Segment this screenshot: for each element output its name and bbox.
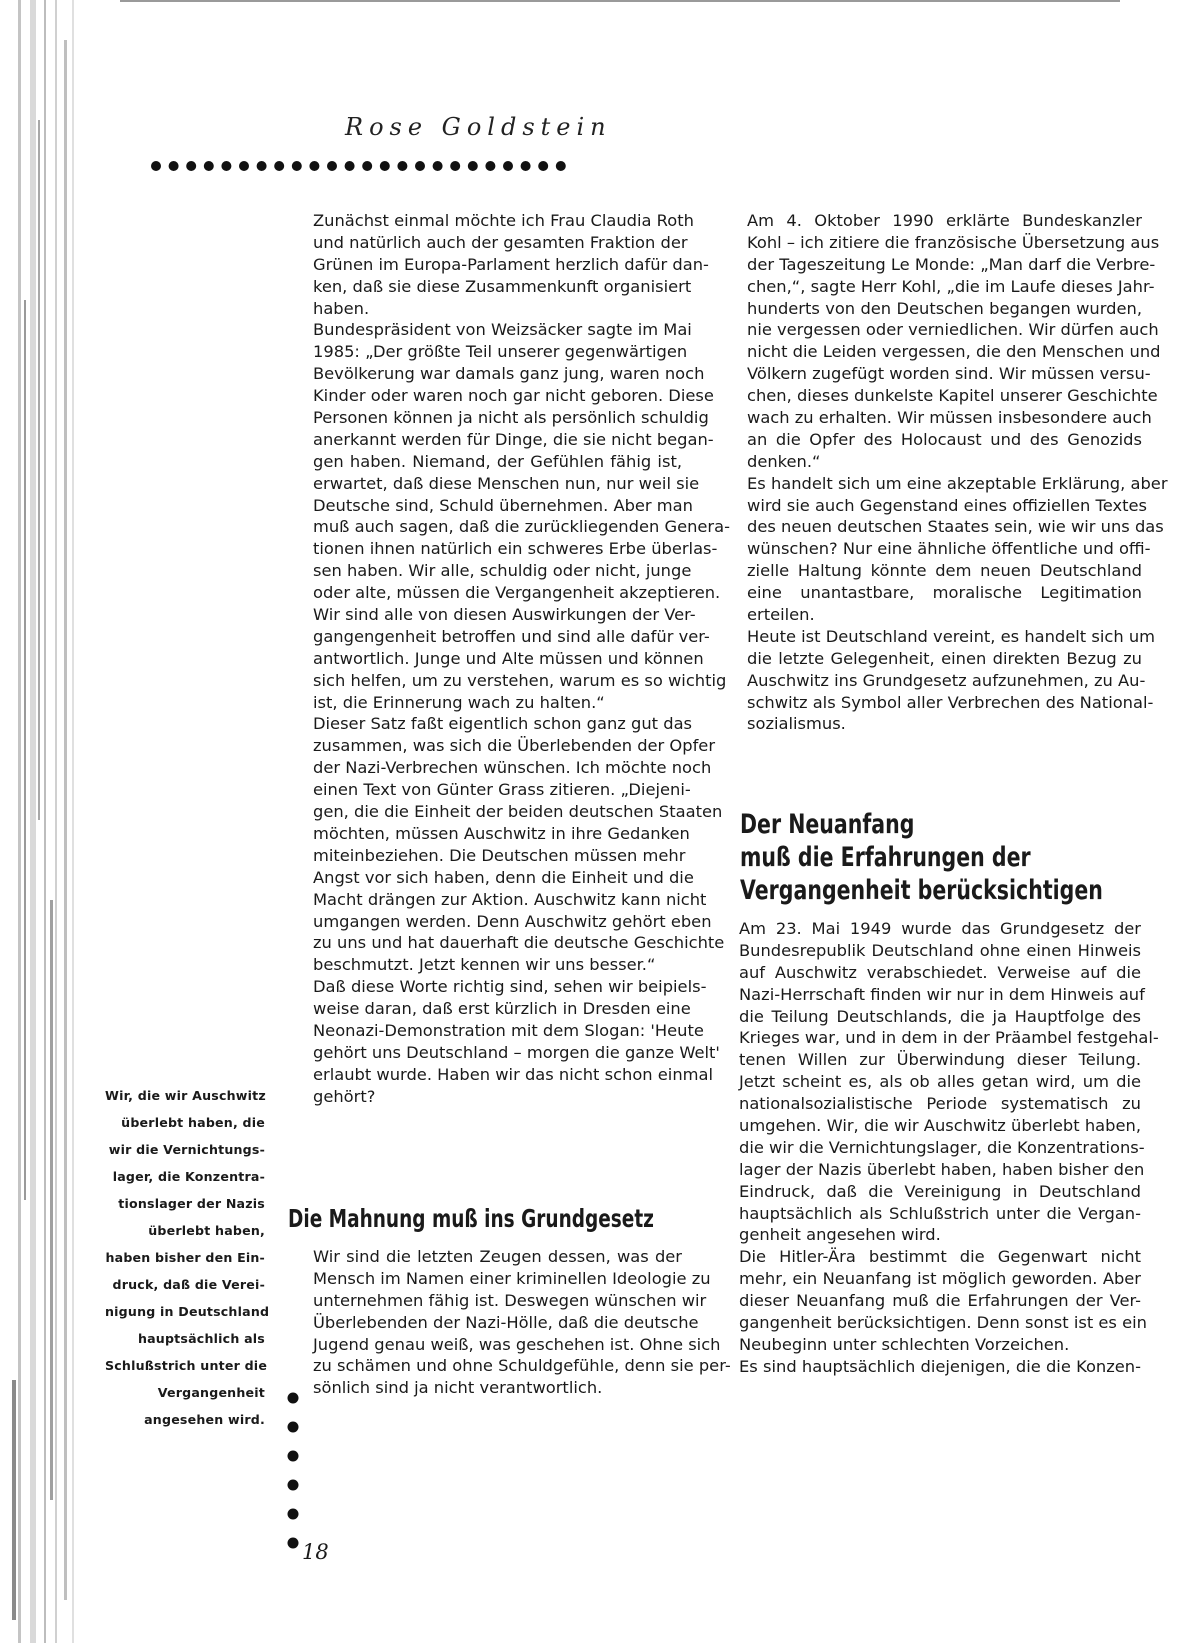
divider-dot: [433, 161, 443, 171]
text-line: sozialismus.: [747, 714, 846, 734]
text-line: ken, daß sie diese Zusammenkunft organisiert: [313, 276, 692, 296]
divider-dot: [538, 161, 548, 171]
divider-dot: [186, 161, 196, 171]
divider-dot: [503, 161, 513, 171]
text-line: anerkannt werden für Dinge, die sie nicht began-: [313, 429, 714, 449]
text-line: an die Opfer des Holocaust und des Genozids: [747, 429, 1142, 449]
text-line: Auschwitz ins Grundgesetz aufzunehmen, zu Au-: [747, 670, 1146, 690]
text-line: schwitz als Symbol aller Verbrechen des National-: [747, 692, 1154, 712]
text-line: Daß diese Worte richtig sind, sehen wir beipiels-: [313, 977, 707, 997]
text-line: Am 23. Mai 1949 wurde das Grundgesetz der: [739, 919, 1141, 938]
text-line: denken.“: [747, 451, 821, 471]
section-heading-neuanfang: [740, 808, 1103, 907]
text-line: möchten, müssen Auschwitz in ihre Gedanken: [313, 823, 690, 843]
section-heading-mahnung: Die Mahnung muß ins Grundgesetz: [288, 1204, 654, 1233]
text-line: miteinbeziehen. Die Deutschen müssen mehr: [313, 845, 686, 865]
text-line: Personen können ja nicht als persönlich schuldig: [313, 408, 709, 428]
pull-quote-line: tionslager der Nazis: [118, 1196, 265, 1211]
text-line: erlaubt wurde. Haben wir das nicht schon einmal: [313, 1064, 714, 1084]
divider-dot: [327, 161, 337, 171]
text-line: erwartet, daß diese Menschen nun, nur weil sie: [313, 473, 700, 493]
text-line: Kinder oder waren noch gar nicht geboren. Diese: [313, 386, 714, 406]
text-line: Kohl – ich zitiere die französische Übersetzung aus: [747, 232, 1160, 252]
text-line: umgehen. Wir, die wir Auschwitz überlebt haben,: [739, 1116, 1141, 1136]
divider-dot: [450, 161, 460, 171]
pull-quote-line: haben bisher den Ein-: [105, 1250, 265, 1265]
text-line: Die Hitler-Ära bestimmt die Gegenwart nicht: [739, 1247, 1141, 1267]
text-line: Wir sind die letzten Zeugen dessen, was der: [313, 1247, 682, 1266]
scan-binding-edge: [0, 0, 100, 1643]
text-line: und natürlich auch der gesamten Fraktion der: [313, 232, 688, 252]
text-line: zielle Haltung könnte dem neuen Deutschland: [747, 561, 1142, 581]
divider-dot: [485, 161, 495, 171]
pull-quote-line: hauptsächlich als: [137, 1331, 265, 1346]
ornament-dot: [288, 1480, 299, 1491]
text-line: oder alte, müssen die Vergangenheit akzeptieren.: [313, 583, 721, 603]
text-line: Neonazi-Demonstration mit dem Slogan: 'Heute: [313, 1020, 704, 1040]
text-line: Völkern zugefügt worden sind. Wir müssen versu-: [747, 364, 1151, 384]
text-line: mehr, ein Neuanfang ist möglich geworden. Aber: [739, 1269, 1141, 1289]
text-line: Es sind hauptsächlich diejenigen, die die Konzen-: [739, 1356, 1141, 1376]
pull-quote-line: Schlußstrich unter die: [105, 1358, 268, 1373]
divider-dot: [292, 161, 302, 171]
text-line: 1985: „Der größte Teil unserer gegenwärtigen: [313, 342, 688, 362]
text-line: gangengenheit betroffen und sind alle dafür ver-: [313, 626, 710, 646]
text-line: Neubeginn unter schlechten Vorzeichen.: [739, 1334, 1070, 1354]
text-line: Am 4. Oktober 1990 erklärte Bundeskanzler: [747, 211, 1142, 230]
text-line: nicht die Leiden vergessen, die den Menschen und: [747, 342, 1161, 362]
text-line: auf Auschwitz verabschiedet. Verweise auf die: [739, 962, 1141, 982]
ornament-dot: [288, 1538, 299, 1549]
pull-quote-line: wir die Vernichtungs-: [108, 1142, 265, 1157]
text-line: gehört uns Deutschland – morgen die ganze Welt': [313, 1042, 720, 1062]
ornament-dot: [288, 1393, 299, 1404]
text-line: gangenheit berücksichtigen. Denn sonst ist es ein: [739, 1313, 1147, 1333]
text-line: Krieges war, und in dem in der Präambel festgehal-: [739, 1028, 1159, 1048]
pull-quote-line: überlebt haben,: [148, 1223, 265, 1238]
pull-quote-line: Wir, die wir Auschwitz: [105, 1088, 266, 1103]
text-line: antwortlich. Junge und Alte müssen und können: [313, 648, 704, 668]
text-line: Jetzt scheint es, als ob alles getan wird, um die: [739, 1072, 1141, 1092]
pull-quote-line: nigung in Deutschland: [105, 1304, 270, 1319]
page-number: 18: [302, 1540, 329, 1564]
text-line: haben.: [313, 298, 370, 318]
divider-dot: [397, 161, 407, 171]
text-line: zu schämen und ohne Schuldgefühle, denn sie per-: [313, 1356, 731, 1376]
text-line: dieser Neuanfang muß die Erfahrungen der Ver-: [739, 1291, 1141, 1311]
text-line: Bevölkerung war damals ganz jung, waren noch: [313, 364, 705, 384]
text-line: unternehmen fähig ist. Deswegen wünschen wir: [313, 1290, 707, 1310]
text-line: Deutsche sind, Schuld übernehmen. Aber man: [313, 495, 693, 515]
text-line: tionen ihnen natürlich ein schweres Erbe überlas-: [313, 539, 718, 559]
text-line: gehört?: [313, 1086, 376, 1106]
text-line: einen Text von Günter Grass zitieren. „Diejeni-: [313, 780, 691, 800]
divider-dot: [468, 161, 478, 171]
text-line: Heute ist Deutschland vereint, es handelt sich um: [747, 626, 1155, 646]
pull-quote-line: druck, daß die Verei-: [112, 1277, 265, 1292]
text-line: hunderts von den Deutschen begangen wurden,: [747, 298, 1142, 318]
text-line: Jugend genau weiß, was geschehen ist. Ohne sich: [313, 1334, 721, 1354]
text-line: tenen Willen zur Überwindung dieser Teilung.: [739, 1050, 1141, 1070]
text-line: Nazi-Herrschaft finden wir nur in dem Hinweis auf: [739, 984, 1145, 1004]
heading-line: Der Neuanfang: [740, 809, 915, 840]
text-line: sönlich sind ja nicht verantwortlich.: [313, 1378, 603, 1398]
text-line: chen,“, sagte Herr Kohl, „die im Laufe dieses Jahr-: [747, 276, 1155, 296]
text-line: gen haben. Niemand, der Gefühlen fähig ist,: [313, 451, 682, 471]
pull-quote-line: überlebt haben, die: [121, 1115, 265, 1130]
text-line: chen, dieses dunkelste Kapitel unserer Geschichte: [747, 386, 1158, 406]
text-line: eine unantastbare, moralische Legitimation: [747, 583, 1142, 603]
text-line: Überlebenden der Nazi-Hölle, daß die deutsche: [313, 1312, 699, 1332]
text-line: des neuen deutschen Staates sein, wie wir uns das: [747, 517, 1164, 537]
text-line: Dieser Satz faßt eigentlich schon ganz gut das: [313, 714, 693, 734]
divider-dot: [151, 161, 161, 171]
text-line: beschmutzt. Jetzt kennen wir uns besser.“: [313, 955, 656, 975]
text-line: nie vergessen oder verniedlichen. Wir dürfen auch: [747, 320, 1159, 340]
text-line: Eindruck, daß die Vereinigung in Deutschland: [739, 1181, 1141, 1201]
divider-dot: [274, 161, 284, 171]
binding-edge-texture: [0, 0, 100, 1643]
divider-dot: [362, 161, 372, 171]
divider-dot: [556, 161, 566, 171]
ornament-dot: [288, 1422, 299, 1433]
divider-dot: [345, 161, 355, 171]
text-line: die wir die Vernichtungslager, die Konzentrations-: [739, 1137, 1145, 1157]
text-line: umgangen werden. Denn Auschwitz gehört eben: [313, 911, 712, 931]
text-line: sich helfen, um zu verstehen, warum es so wichtig: [313, 670, 727, 690]
text-line: gen, die die Einheit der beiden deutschen Staaten: [313, 802, 723, 822]
text-line: der Nazi-Verbrechen wünschen. Ich möchte noch: [313, 758, 712, 778]
text-line: Macht drängen zur Aktion. Auschwitz kann nicht: [313, 889, 707, 909]
text-line: Grünen im Europa-Parlament herzlich dafür dan-: [313, 254, 709, 274]
text-line: wach zu erhalten. Wir müssen insbesondere auch: [747, 408, 1152, 428]
text-line: wünschen? Nur eine ähnliche öffentliche und offi-: [747, 539, 1151, 559]
text-line: die letzte Gelegenheit, einen direkten Bezug zu: [747, 648, 1142, 668]
ornament-dot: [288, 1509, 299, 1520]
right-column-text: [747, 210, 1168, 735]
vertical-dot-ornament: [283, 1390, 303, 1570]
right-column-text-lower: [739, 918, 1159, 1378]
text-line: Mensch im Namen einer kriminellen Ideologie zu: [313, 1268, 711, 1288]
divider-dot: [309, 161, 319, 171]
heading-line: Vergangenheit berücksichtigen: [740, 875, 1103, 906]
dot-divider: [150, 156, 590, 176]
text-line: Es handelt sich um eine akzeptable Erklärung, aber: [747, 473, 1168, 493]
text-line: genheit angesehen wird.: [739, 1225, 941, 1245]
pull-quote-line: Vergangenheit: [157, 1385, 265, 1400]
left-column-text-lower: [313, 1246, 731, 1399]
pull-quote-line: angesehen wird.: [144, 1412, 265, 1427]
divider-dot: [415, 161, 425, 171]
author-name: Rose Goldstein: [345, 113, 612, 141]
text-line: hauptsächlich als Schlußstrich unter die Vergan-: [739, 1203, 1141, 1223]
divider-dot: [169, 161, 179, 171]
text-line: erteilen.: [747, 605, 815, 625]
text-line: zu uns und hat dauerhaft die deutsche Geschichte: [313, 933, 725, 953]
left-column-text: [313, 210, 730, 1108]
text-line: Bundesrepublik Deutschland ohne einen Hinweis: [739, 940, 1141, 960]
text-line: Angst vor sich haben, denn die Einheit und die: [313, 867, 694, 887]
divider-dot: [257, 161, 267, 171]
pull-quote: [105, 1082, 270, 1433]
text-line: Bundespräsident von Weizsäcker sagte im Mai: [313, 320, 692, 340]
text-line: wird sie auch Gegenstand eines offiziellen Textes: [747, 495, 1147, 515]
divider-dot: [239, 161, 249, 171]
text-line: muß auch sagen, daß die zurückliegenden Genera-: [313, 517, 730, 537]
text-line: sen haben. Wir alle, schuldig oder nicht, junge: [313, 561, 692, 581]
text-line: ist, die Erinnerung wach zu halten.“: [313, 692, 605, 712]
text-line: der Tageszeitung Le Monde: „Man darf die Verbre-: [747, 254, 1156, 274]
ornament-dot: [288, 1451, 299, 1462]
text-line: nationalsozialistische Periode systematisch zu: [739, 1094, 1141, 1114]
text-line: weise daran, daß erst kürzlich in Dresden eine: [313, 999, 691, 1019]
text-line: lager der Nazis überlebt haben, haben bisher den: [739, 1159, 1145, 1179]
divider-dot: [221, 161, 231, 171]
text-line: Zunächst einmal möchte ich Frau Claudia Roth: [313, 211, 694, 230]
text-line: die Teilung Deutschlands, die ja Hauptfolge des: [739, 1006, 1141, 1026]
pull-quote-line: lager, die Konzentra-: [112, 1169, 265, 1184]
text-line: Wir sind alle von diesen Auswirkungen der Ver-: [313, 605, 696, 625]
divider-dot: [380, 161, 390, 171]
text-line: zusammen, was sich die Überlebenden der Opfer: [313, 736, 716, 756]
top-rule: [120, 0, 1120, 2]
heading-line: muß die Erfahrungen der: [740, 842, 1031, 873]
divider-dot: [204, 161, 214, 171]
divider-dot: [521, 161, 531, 171]
